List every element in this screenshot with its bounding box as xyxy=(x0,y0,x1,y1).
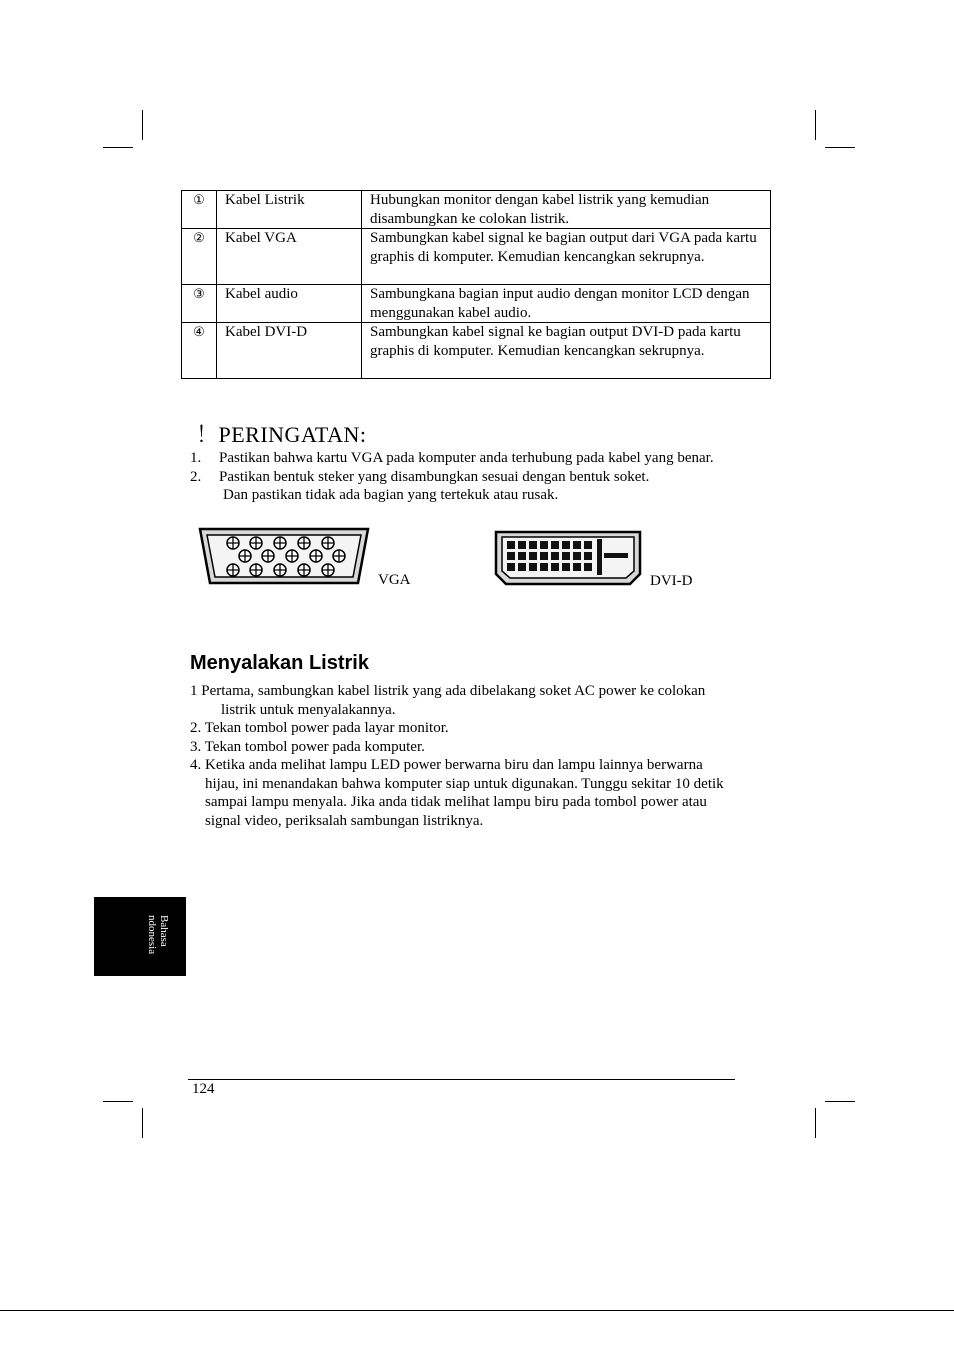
language-tab-line: ndonesia xyxy=(146,915,158,955)
dvi-pin xyxy=(573,563,581,571)
list-item xyxy=(190,449,790,468)
power-steps xyxy=(190,682,780,830)
dvi-pin xyxy=(584,563,592,571)
dvi-pin xyxy=(540,541,548,549)
warning-title: ！PERINGATAN: xyxy=(196,422,367,447)
crop-mark xyxy=(815,110,816,140)
dvi-pin xyxy=(529,541,537,549)
dvi-pin xyxy=(518,552,526,560)
cable-description: Sambungkan kabel signal ke bagian output dari VGA pada kartu graphis di komputer. Kemudian kencangkan sekrupnya. xyxy=(362,229,771,285)
step-4-continuation: sampai lampu menyala. Jika anda tidak melihat lampu biru pada tombol power atau xyxy=(205,794,707,810)
page-edge-rule xyxy=(0,1310,954,1311)
dvi-pin xyxy=(507,541,515,549)
vga-label: VGA xyxy=(378,572,411,588)
dvi-pin xyxy=(551,552,559,560)
language-tab xyxy=(94,897,186,976)
vga-connector-icon xyxy=(196,527,372,587)
dvi-pin xyxy=(562,541,570,549)
dvi-pin xyxy=(551,563,559,571)
row-number: ② xyxy=(182,229,217,285)
dvi-pin xyxy=(562,552,570,560)
dvi-pin xyxy=(551,541,559,549)
crop-mark xyxy=(825,147,855,148)
step-4-continuation: hijau, ini menandakan bahwa komputer siap untuk digunakan. Tunggu sekitar 10 detik xyxy=(205,775,724,792)
crop-mark xyxy=(103,147,133,148)
step-1-continuation: listrik untuk menyalakannya. xyxy=(221,701,396,718)
dvi-pin xyxy=(507,552,515,560)
table-row xyxy=(182,285,771,323)
dvi-pin xyxy=(540,552,548,560)
step-4: 4. Ketika anda melihat lampu LED power berwarna biru dan lampu lainnya berwarna xyxy=(190,757,703,773)
dvi-pin xyxy=(584,552,592,560)
dvi-pin xyxy=(518,563,526,571)
step-2: 2. Tekan tombol power pada layar monitor. xyxy=(190,720,449,736)
dvi-pin xyxy=(529,552,537,560)
cable-name: Kabel audio xyxy=(217,285,362,323)
list-number: 2. xyxy=(190,468,202,485)
dvi-pin xyxy=(540,563,548,571)
row-number: ④ xyxy=(182,323,217,379)
table-row xyxy=(182,191,771,229)
dvi-pin xyxy=(584,541,592,549)
dvi-pin xyxy=(518,541,526,549)
step-1: 1 Pertama, sambungkan kabel listrik yang ada dibelakang soket AC power ke colokan xyxy=(190,683,706,699)
section-title: Menyalakan Listrik xyxy=(190,652,369,674)
list-text: Pastikan bahwa kartu VGA pada komputer anda terhubung pada kabel yang benar. xyxy=(219,450,714,466)
dvi-d-label: DVI-D xyxy=(650,573,693,589)
dvi-pin xyxy=(573,541,581,549)
dvi-pin xyxy=(529,563,537,571)
list-text: Pastikan bentuk steker yang disambungkan sesuai dengan bentuk soket. xyxy=(219,468,650,485)
cable-name: Kabel VGA xyxy=(217,229,362,285)
crop-mark xyxy=(815,1108,816,1138)
row-number: ③ xyxy=(182,285,217,323)
footer-rule xyxy=(188,1079,735,1080)
list-item xyxy=(190,468,790,487)
cable-description: Sambungkana bagian input audio dengan monitor LCD dengan menggunakan kabel audio. xyxy=(362,285,771,323)
row-number: ① xyxy=(182,191,217,229)
cable-description: Sambungkan kabel signal ke bagian output DVI-D pada kartu graphis di komputer. Kemudian kencangkan sekrupnya. xyxy=(362,323,771,379)
warning-list xyxy=(190,449,790,505)
step-3: 3. Tekan tombol power pada komputer. xyxy=(190,738,425,755)
cable-table xyxy=(181,190,771,379)
cable-name: Kabel DVI-D xyxy=(217,323,362,379)
language-tab-label xyxy=(146,915,170,954)
cable-name: Kabel Listrik xyxy=(217,191,362,229)
crop-mark xyxy=(142,110,143,140)
dvi-pin xyxy=(562,563,570,571)
crop-mark xyxy=(103,1101,133,1102)
dvi-connector-icon xyxy=(493,530,643,586)
dvi-pin xyxy=(507,563,515,571)
list-continuation: Dan pastikan tidak ada bagian yang tertekuk atau rusak. xyxy=(223,487,559,503)
page-number: 124 xyxy=(192,1081,215,1097)
crop-mark xyxy=(825,1101,855,1102)
language-tab-line: Bahasa xyxy=(158,915,170,947)
step-4-continuation: signal video, periksalah sambungan listriknya. xyxy=(205,812,484,829)
table-row xyxy=(182,323,771,379)
list-number: 1. xyxy=(190,450,202,466)
dvi-pin xyxy=(573,552,581,560)
crop-mark xyxy=(142,1108,143,1138)
cable-description: Hubungkan monitor dengan kabel listrik yang kemudian disambungkan ke colokan listrik. xyxy=(362,191,771,229)
table-row xyxy=(182,229,771,285)
